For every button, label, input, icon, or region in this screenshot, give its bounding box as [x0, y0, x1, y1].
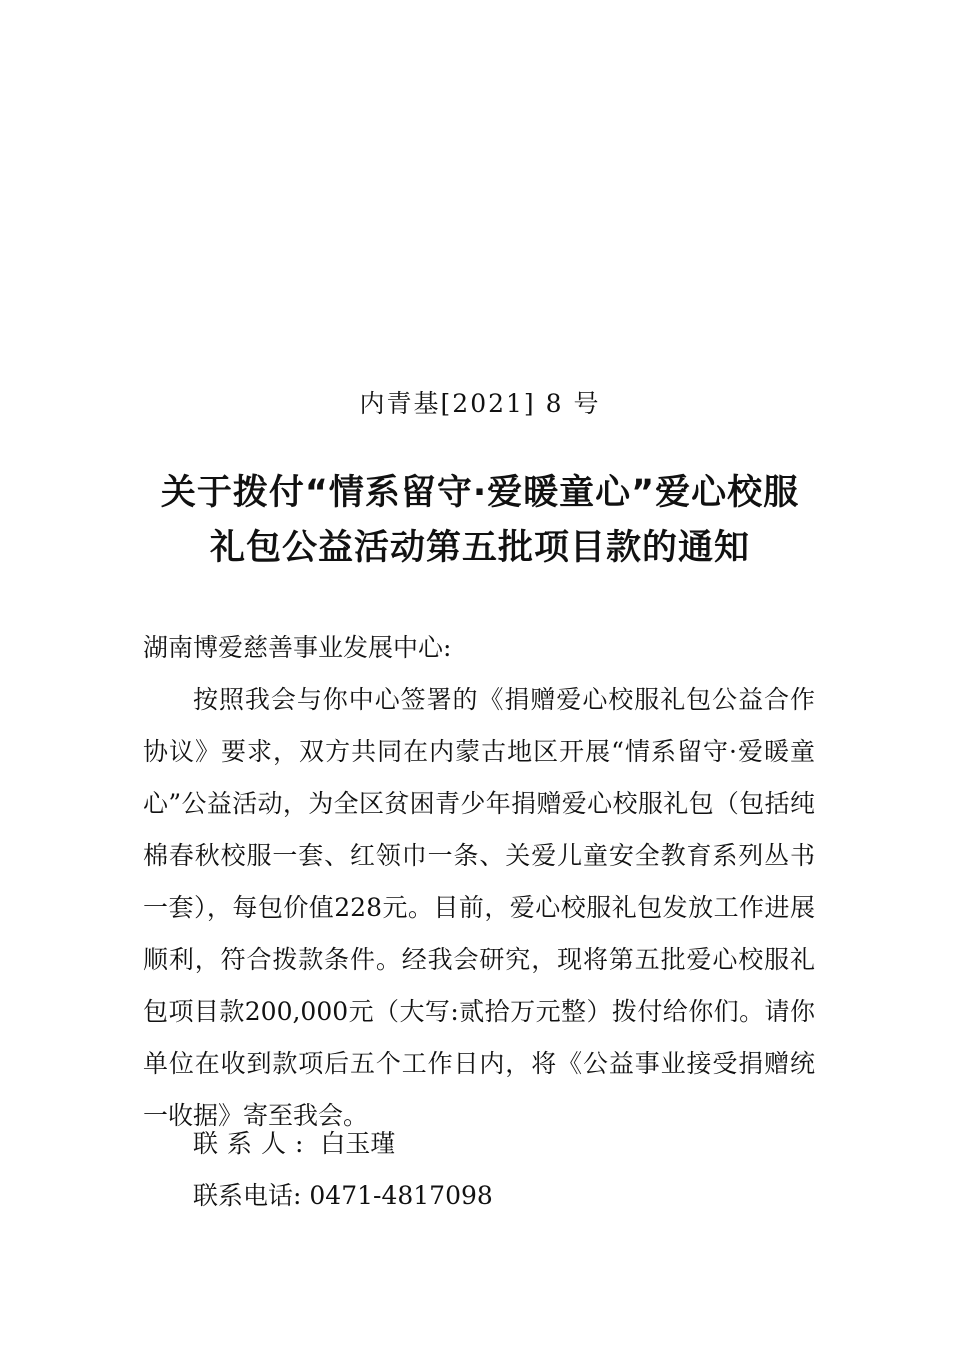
recipient-line: 湖南博爱慈善事业发展中心: [143, 633, 452, 662]
contact-person-line [193, 1118, 395, 1170]
contact-phone-number: 0471-4817098 [309, 1181, 493, 1210]
document-body [143, 622, 815, 1142]
title-line-1: 关于拨付“情系留守·爱暖童心”爱心校服 [160, 473, 800, 513]
contact-phone-line [193, 1170, 493, 1222]
document-number: 内青基[2021] 8 号 [359, 389, 601, 418]
contact-person-label: 联系人: [193, 1129, 313, 1158]
title-line-2: 礼包公益活动第五批项目款的通知 [209, 528, 750, 568]
document-title [120, 466, 840, 576]
body-paragraph: 按照我会与你中心签署的《捐赠爱心校服礼包公益合作协议》要求，双方共同在内蒙古地区开展“情系留守·爱暖童心”公益活动，为全区贫困青少年捐赠爱心校服礼包（包括纯棉春秋校服一套、红领巾一条、关爱儿童安全教育系列丛书一套），每包价值228元。目前，爱心校服礼包发放工作进展顺利，符合拨款条件。经我会研究，现将第五批爱心校服礼包项目款200,000元（大写:贰拾万元整）拨付给你们。请你单位在收到款项后五个工作日内，将《公益事业接受捐赠统一收据》寄至我会。 [143, 685, 815, 1130]
contact-phone-label: 联系电话: [193, 1181, 302, 1210]
contact-person-name: 白玉瑾 [320, 1129, 396, 1158]
